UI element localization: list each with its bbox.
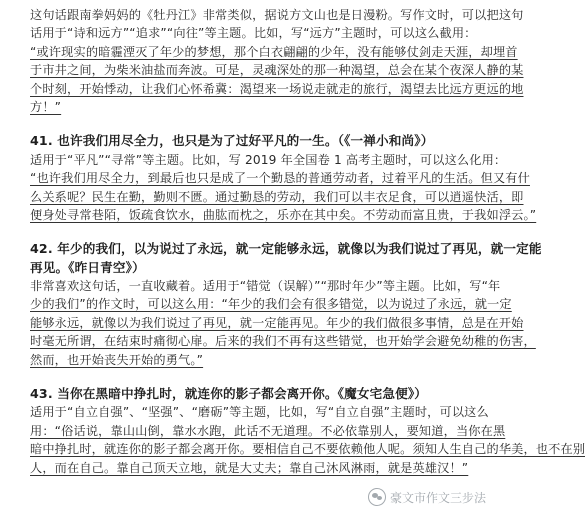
quoted-line: 用：“俗话说，靠山山倒，靠水水跑，此话不无道理。不必依靠别人，要知道，当你在黑	[30, 423, 506, 438]
quoted-line: 暗中挣扎时，就连你的影子都会离开你。要相信自己不要依赖他人呢。须知人生自己的华美，也不在别	[30, 442, 585, 457]
quoted-line: 少的我们”的作文时，可以这么用：“年少的我们会有很多错觉，以为说过了永远，就一定	[30, 297, 512, 312]
paragraph-line: 非常喜欢这句话，一直收藏着。适用于“错觉（误解）”“那时年少”等主题。比如，写“年	[30, 279, 501, 294]
section-heading: 43. 当你在黑暗中挣扎时，就连你的影子都会离开你。《魔女宅急便》）	[30, 386, 428, 402]
quoted-line: 么关系呢？民生在勤，勤则不匮。通过勤恳的劳动，我们可以丰衣足食，可以逍遥快活，即	[30, 189, 524, 204]
quoted-line: 时毫无所谓，在结束时痛彻心扉。后来的我们不再有这些错觉，也开始学会避免幼稚的伤害，	[30, 334, 536, 349]
quoted-line: 个时刻，开始悸动，让我们心怀希冀：渴望来一场说走就走的旅行，渴望去比远方更远的地	[30, 81, 524, 96]
section-42	[30, 240, 542, 369]
quoted-line: “或许现实的暗霾湮灭了年少的梦想，那个白衣翩翩的少年，没有能够仗剑走天涯，却埋首	[30, 44, 518, 59]
quoted-line: “也许我们用尽全力，到最后也只是成了一个勤恳的普通劳动者，过着平凡的生活。但又有什	[30, 171, 530, 186]
wechat-icon	[368, 488, 386, 506]
section-heading-continued: 再见。《昨日青空》）	[30, 259, 145, 275]
section-heading: 41. 也许我们用尽全力，也只是为了过好平凡的一生。（《一禅小和尚》）	[30, 133, 434, 149]
quoted-line: 便身处寻常巷陌，饭疏食饮水，曲肱而枕之，乐亦在其中矣。不劳动而富且贵，于我如浮云。”	[30, 207, 537, 222]
paragraph-line: 这句话跟南拳妈妈的《牡丹江》非常类似，据说方文山也是日漫粉。写作文时，可以把这句	[30, 8, 524, 22]
section-40-body	[30, 6, 524, 116]
paragraph-line: 适用于“自立自强”、“坚强”、“磨砺”等主题，比如，写“自立自强”主题时，可以这么	[30, 405, 489, 420]
paragraph-line: 话用于“诗和远方”“追求”“向往”等主题。比如，写“远方”主题时，可以这么截用：	[30, 26, 477, 41]
section-41	[30, 132, 537, 224]
section-heading: 42. 年少的我们，以为说过了永远，就一定能够永远，就像以为我们说过了再见，就一定能	[30, 241, 542, 257]
paragraph-line: 适用于“平凡”“寻常”等主题。比如，写 2019 年全国卷 1 高考主题时，可以这么化用：	[30, 152, 507, 167]
quoted-line: 能够永远，就像以为我们说过了再见，就一定能再见。年少的我们做很多事情，总是在开始	[30, 315, 524, 330]
quoted-line: 人，而在自己。靠自己顶天立地，就是大丈夫；靠自己沐风淋雨，就是英雄汉！”	[30, 460, 469, 475]
quoted-line: 于市井之间，为柴米油盐而奔波。可是，灵魂深处的那一种渴望，总会在某个夜深人静的某	[30, 63, 524, 78]
quoted-line: 方！”	[30, 99, 62, 114]
section-43	[30, 385, 585, 477]
quoted-line: 然而，也开始丧失开始的勇气。”	[30, 352, 204, 367]
watermark	[368, 488, 486, 506]
watermark-text: 豪文市作文三步法	[389, 490, 486, 505]
